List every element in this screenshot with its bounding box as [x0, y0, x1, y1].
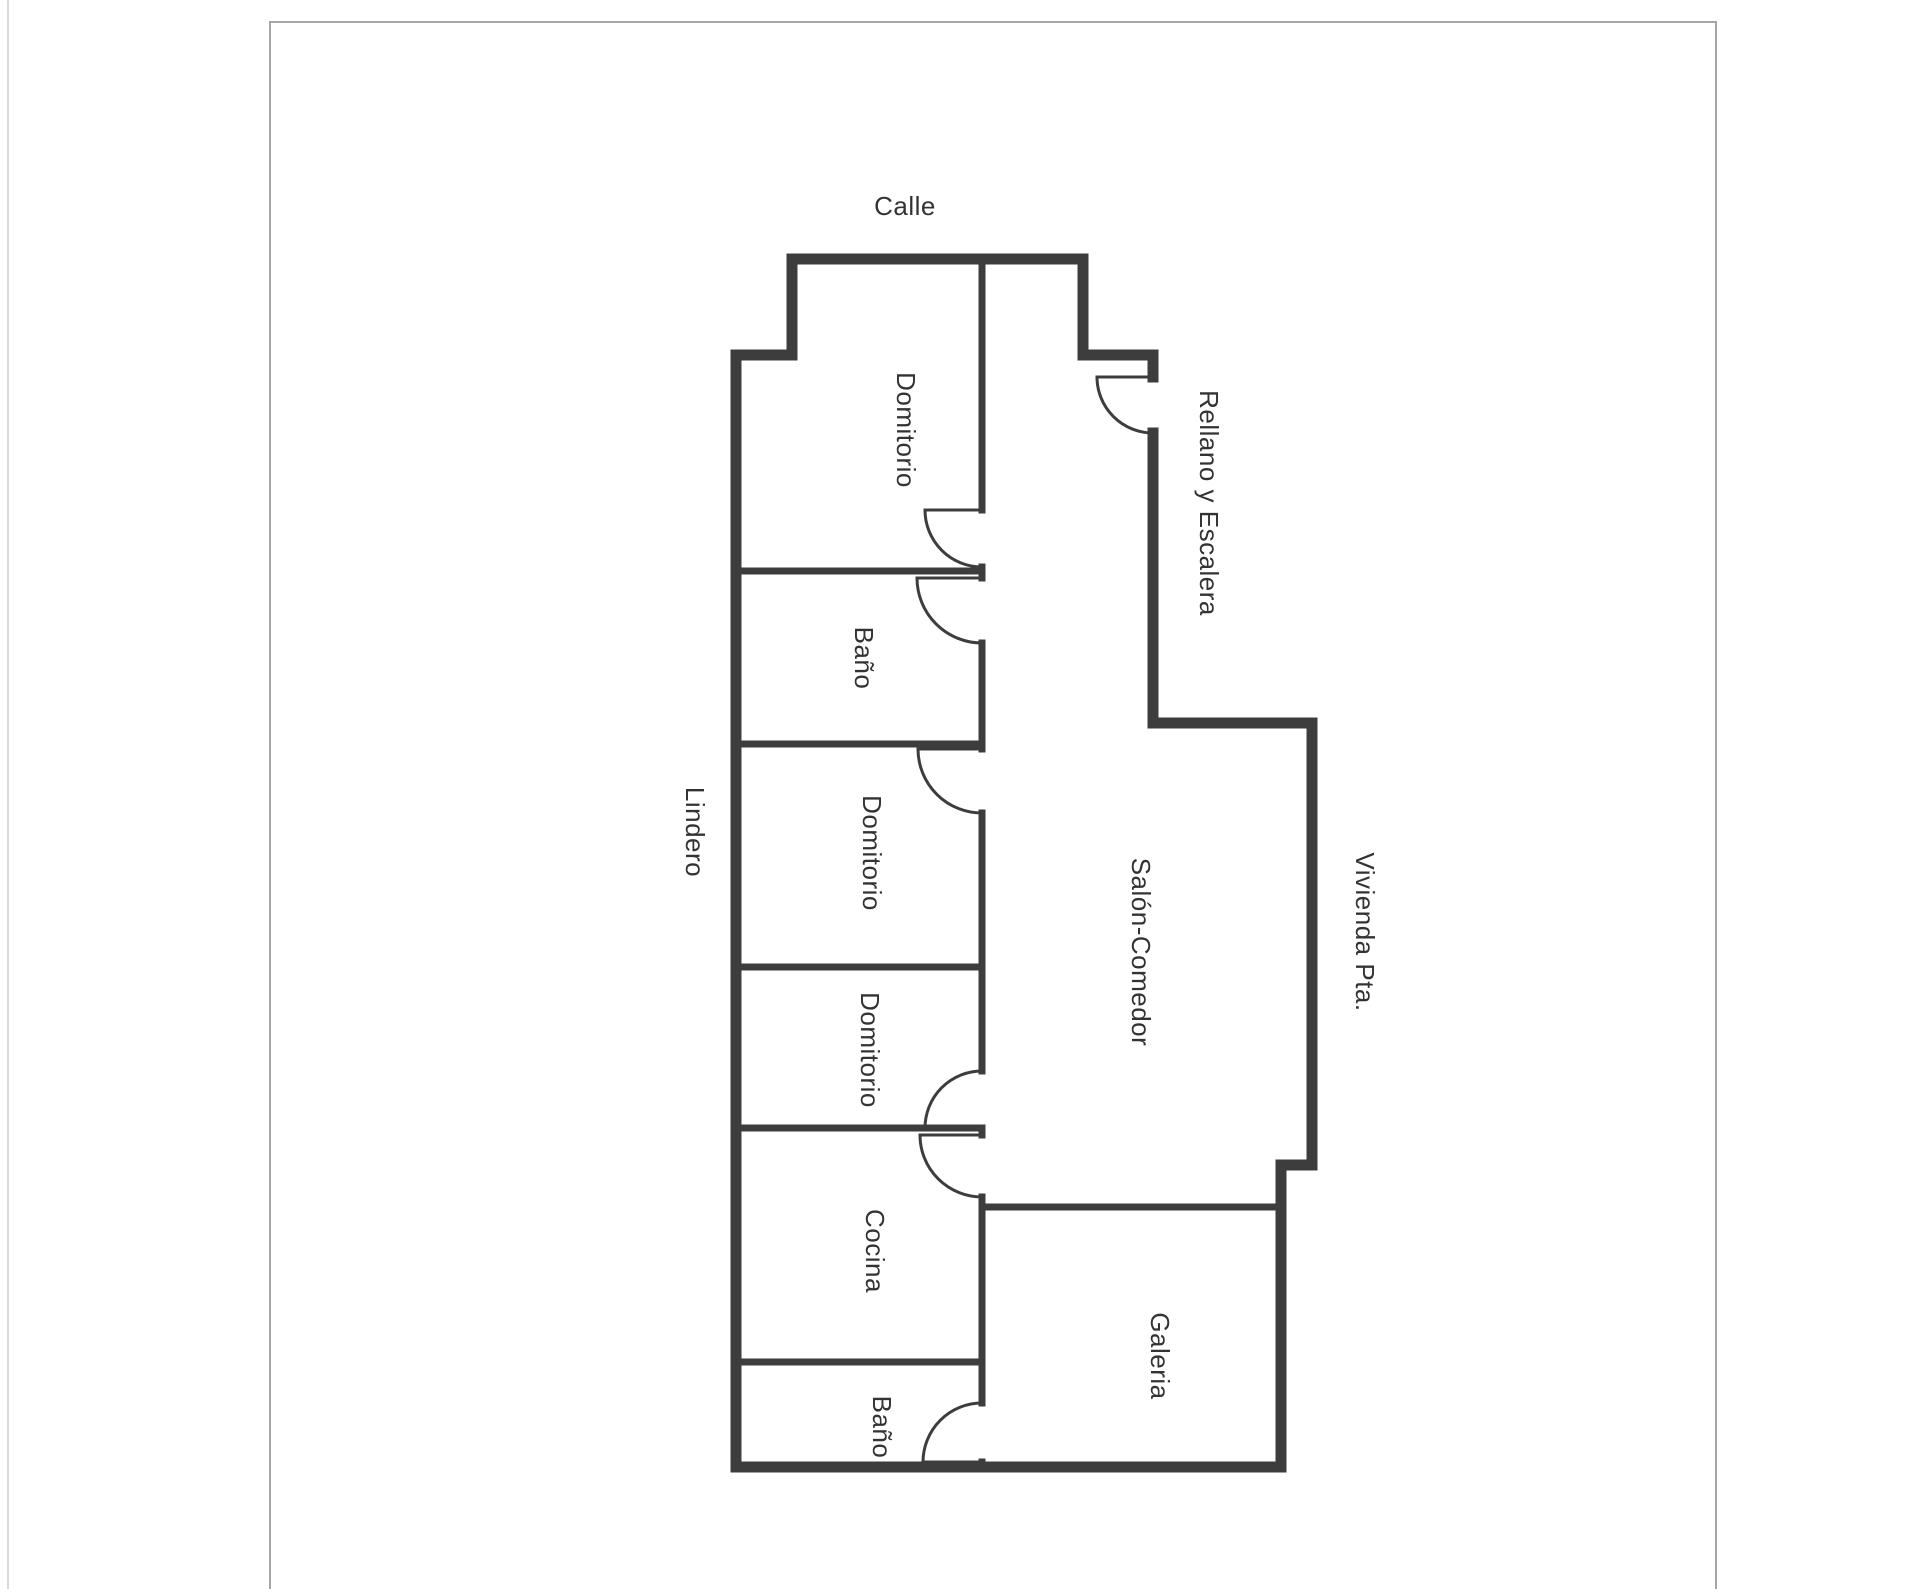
- street-label: Calle: [874, 191, 936, 221]
- boundary-label: Lindero: [680, 786, 710, 878]
- room-label-bathroom1: Baño: [849, 626, 879, 690]
- dwelling-door-label: Vivienda Pta.: [1350, 852, 1380, 1012]
- room-label-bedroom1: Domitorio: [891, 372, 921, 488]
- room-label-bathroom2: Baño: [867, 1395, 897, 1459]
- room-label-living-dining: Salón-Comedor: [1126, 857, 1156, 1047]
- landing-label: Rellano y Escalera: [1194, 390, 1224, 616]
- room-label-gallery: Galeria: [1145, 1312, 1175, 1400]
- room-label-bedroom3: Domitorio: [855, 992, 885, 1108]
- room-label-bedroom2: Domitorio: [857, 795, 887, 911]
- room-label-kitchen: Cocina: [860, 1209, 890, 1293]
